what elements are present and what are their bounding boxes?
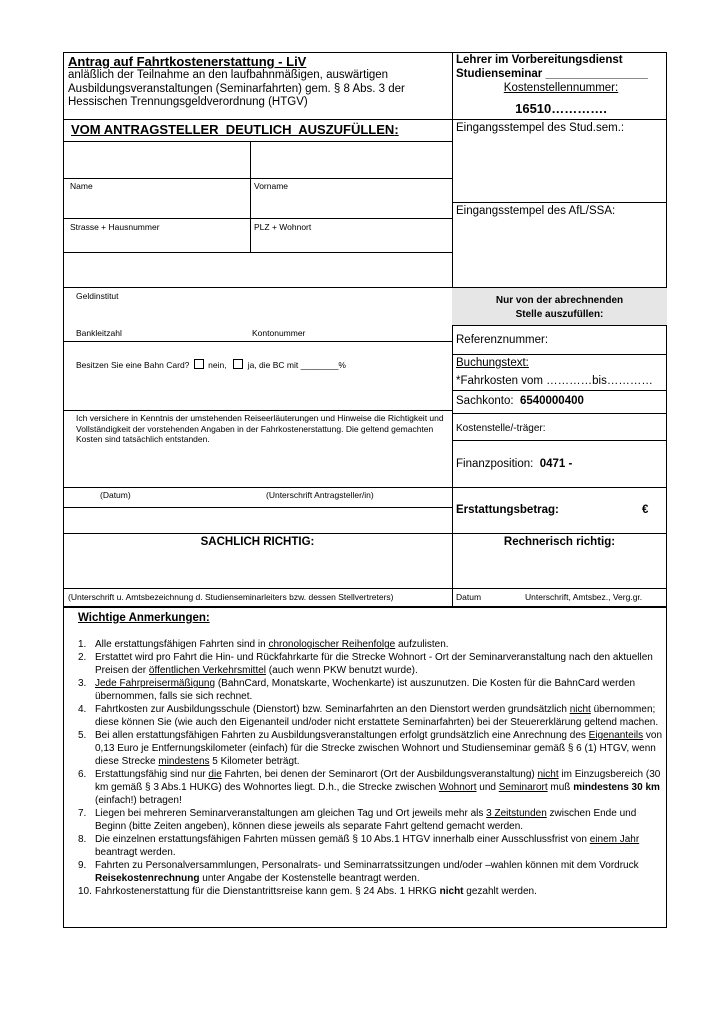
notes-list (78, 638, 663, 898)
column-divider (452, 52, 453, 607)
sachlich-label: SACHLICH RICHTIG: (200, 536, 315, 548)
stamp-divider (452, 202, 667, 203)
bankcode-label: Bankleitzahl (76, 328, 122, 338)
note-1: 1. Alle erstattungsfähigen Fahrten sind in chronologischer Reihenfolge aufzulisten. (78, 639, 449, 650)
firstname-input[interactable] (251, 142, 451, 177)
signature-label: (Unterschrift Antragsteller/in) (266, 490, 374, 500)
address-bottom-line (63, 252, 452, 253)
sachlich-top-line (63, 533, 667, 534)
applicant-heading: VOM ANTRAGSTELLER DEUTLICH AUSZUFÜLLEN: (71, 122, 399, 137)
name-line (63, 178, 452, 179)
note-5: 5. Bei allen erstattungsfähigen Fahrten zu Ausbildungsveranstaltungen erfolgt grundsätzlich eine Anrechnung des Eigenanteils von 0,13 Euro je Entfernungskilometer (einfach) für die Strecke zwischen Wohnort und Studienseminar gemäß § 6 (1) HTGV, wenn diese Strecke mindestens 5 Kilometer beträgt. (78, 730, 663, 767)
signature-bottom-line (63, 507, 452, 508)
bank-top-line (63, 287, 452, 288)
name-label: Name (70, 181, 93, 191)
bahncard-row: Besitzen Sie eine Bahn Card? nein, ja, die BC mit ________% (76, 360, 346, 370)
note-10: 10. Fahrkostenerstattung für die Dienstantrittsreise kann gem. § 24 Abs. 1 HRKG nicht gezahlt werden. (78, 886, 537, 897)
account-label: Kontonummer (252, 328, 306, 338)
stamp-afl-label: Eingangsstempel des AfL/SSA: (456, 205, 616, 217)
finance-row: Finanzposition: 0471 - (456, 458, 573, 470)
date-label: (Datum) (100, 490, 131, 500)
office-signature-label: Unterschrift, Amtsbez., Verg.gr. (525, 592, 643, 602)
title-block (68, 54, 448, 110)
street-line (63, 218, 452, 219)
seminar-field[interactable]: Studienseminar ________________ (456, 68, 648, 80)
notes-heading: Wichtige Anmerkungen: (78, 612, 210, 624)
note-4: 4. Fahrtkosten zur Ausbildungsschule (Dienstort) bzw. Seminarfahrten an den Dienstort werden grundsätzlich nicht übernommen; diese können Sie (wie auch den Eigenanteil und/oder nicht erstattete Seminarfahrten) bei der Steuererklärung geltend machen. (78, 704, 659, 728)
office-date-label: Datum (456, 592, 482, 602)
note-7: 7. Liegen bei mehreren Seminarveranstaltungen am gleichen Tag und Ort jeweils mehr als 3 Zeitstunden zwischen Ende und Beginn (bitte Zeiten angeben), können diese jeweils als separate Fahrt geltend gemacht werden. (78, 808, 637, 832)
arith-label: Rechnerisch richtig: (503, 536, 616, 548)
bank-label: Geldinstitut (76, 291, 119, 301)
bank-input[interactable] (64, 302, 451, 322)
note-6: 6. Erstattungsfähig sind nur die Fahrten, bei denen der Seminarort (Ort der Ausbildungsveranstaltung) nicht im Einzugsbereich (30 km gemäß § 3 Abs.1 HUKG) des Wohnortes liegt. D.h., die Strecke zwischen Wohnort und Seminarort muß mindestens 30 km (einfach!) betragen! (78, 769, 661, 806)
note-9: 9. Fahrten zu Personalversammlungen, Personalrats- und Seminarratssitzungen und/oder –wahlen können mit dem Vordruck Reisekostenrechnung unter Angabe der Kostenstelle beantragt werden. (78, 860, 639, 884)
zip-label: PLZ + Wohnort (254, 222, 312, 232)
reference-label: Referenznummer: (456, 334, 549, 346)
sachlich-signature-area[interactable] (64, 552, 451, 587)
seminar-header (456, 53, 666, 116)
form-subtitle: anläßlich der Teilnahme an den laufbahnmäßigen, auswärtigen Ausbildungsveranstaltungen (Seminarfahrten) gem. § 8 Abs. 3 der Hessischen Trennungsgeldverordnung (HTGV) (68, 69, 405, 108)
sachlich-line (63, 588, 667, 589)
note-8: 8. Die einzelnen erstattungsfähigen Fahrten müssen gemäß § 10 Abs.1 HTGV innerhalb einer Ausschlussfrist von einem Jahr beantragt werden. (78, 834, 640, 858)
refund-label: Erstattungsbetrag: (456, 504, 559, 516)
trainee-label: Lehrer im Vorbereitungsdienst (456, 54, 623, 66)
finance-line (452, 487, 667, 488)
reference-line (452, 354, 667, 355)
account-line (452, 413, 667, 414)
zip-input[interactable] (251, 192, 451, 217)
declaration-text: Ich versichere in Kenntnis der umstehenden Reiseerläuterungen und Hinweise die Richtigkeit und Vollständigkeit der vorstehenden Angaben in der Fahrkostenerstattung. Die geltend gemachten Kosten sind tatsächlich entstanden. (76, 413, 444, 444)
sachlich-sig-label: (Unterschrift u. Amtsbezeichnung d. Studienseminarleiters bzw. dessen Stellvertreters) (68, 592, 394, 602)
booking-text[interactable]: *Fahrkosten vom …………bis………… (456, 375, 653, 387)
cost-center-line (452, 440, 667, 441)
account-row: Sachkonto: 6540000400 (456, 395, 584, 407)
note-2: 2. Erstattet wird pro Fahrt die Hin- und Rückfahrkarte für die Strecke Wohnort - Ort der Seminarveranstaltung nach den aktuellen Preisen der öffentlichen Verkehrsmittel (auch wenn PKW benutzt wurde). (78, 652, 653, 676)
cost-center-field-label: Kostenstelle/-träger: (456, 423, 546, 434)
office-only-label: Nur von der abrechnenden Stelle auszufüllen: (495, 295, 624, 320)
office-only-box (452, 287, 667, 326)
cost-center-label: Kostenstellennummer: (503, 82, 619, 94)
booking-label: Buchungstext: (456, 357, 529, 369)
signature-area[interactable] (64, 450, 451, 485)
bahncard-bottom-line (63, 410, 452, 411)
bahncard-no-checkbox[interactable] (194, 359, 204, 369)
cost-center-value[interactable]: 16510…………. (515, 101, 607, 116)
form-title: Antrag auf Fahrtkostenerstattung - LiV (68, 54, 307, 69)
bank-bottom-line (63, 341, 452, 342)
stamp-seminar-area[interactable] (453, 140, 666, 202)
booking-line (452, 390, 667, 391)
signature-line (63, 487, 452, 488)
note-3: 3. Jede Fahrpreisermäßigung (BahnCard, Monatskarte, Wochenkarte) ist auszunutzen. Die Kosten für die BahnCard werden übernommen, falls sie sich rechnet. (78, 678, 636, 702)
bahncard-yes-checkbox[interactable] (233, 359, 243, 369)
title-divider (63, 119, 667, 120)
firstname-label: Vorname (254, 181, 289, 191)
name-input[interactable] (64, 142, 249, 177)
stamp-afl-area[interactable] (453, 220, 666, 286)
refund-currency: € (642, 504, 649, 516)
stamp-seminar-label: Eingangsstempel des Stud.sem.: (456, 122, 625, 134)
street-input[interactable] (64, 192, 249, 217)
street-label: Strasse + Hausnummer (70, 222, 160, 232)
